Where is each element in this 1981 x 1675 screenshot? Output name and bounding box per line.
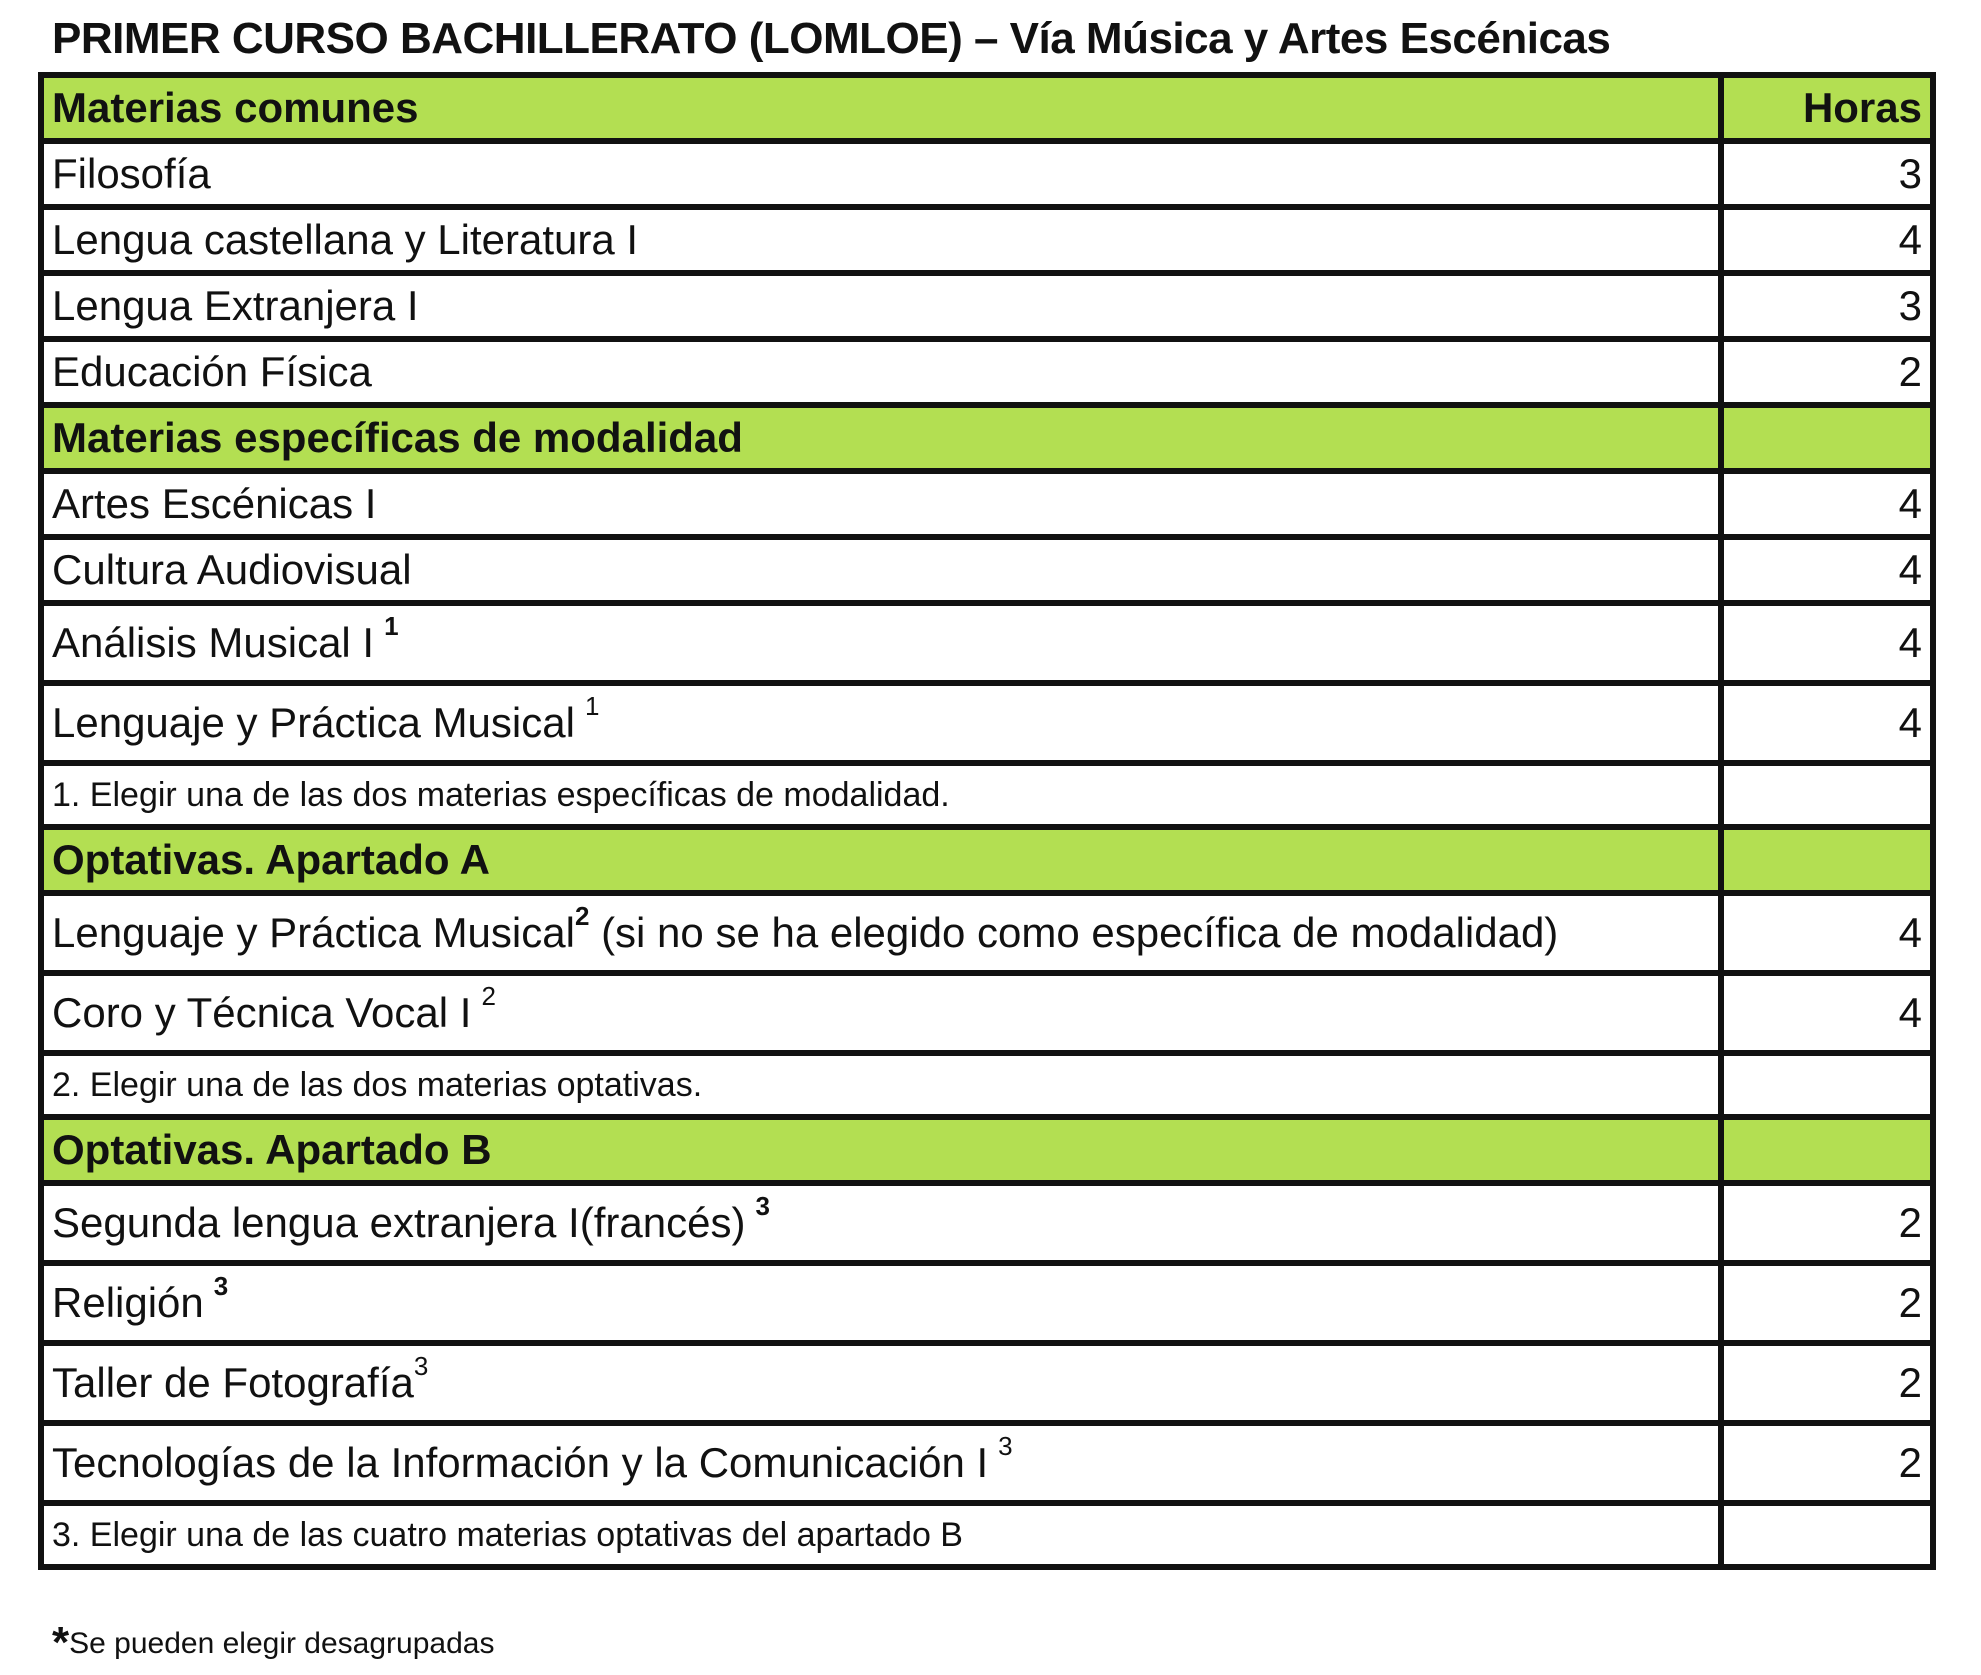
subject-cell (41, 1183, 1721, 1263)
hours-cell: 4 (1721, 973, 1933, 1053)
hours-cell: 2 (1721, 1263, 1933, 1343)
hours-cell-empty (1721, 827, 1933, 893)
section-header-optativas-a (41, 827, 1933, 893)
table-row (41, 973, 1933, 1053)
note-text: 3. Elegir una de las cuatro materias optativas del apartado B (41, 1503, 1721, 1567)
table-row (41, 471, 1933, 537)
section-header-especificas-modalidad (41, 405, 1933, 471)
subject-name: Lengua castellana y Literatura I (52, 216, 639, 263)
subject-cell (41, 973, 1721, 1053)
subject-name: Artes Escénicas I (52, 480, 377, 527)
footnote-marker: 3 (413, 1351, 429, 1381)
hours-cell: 4 (1721, 471, 1933, 537)
footnote-text: Se pueden elegir desagrupadas (69, 1627, 495, 1660)
table-row (41, 1263, 1933, 1343)
table-row (41, 273, 1933, 339)
note-text: 2. Elegir una de las dos materias optativas. (41, 1053, 1721, 1117)
subject-name: Lengua Extranjera I (52, 282, 419, 329)
subject-name: Educación Física (52, 348, 372, 395)
table-row (41, 1423, 1933, 1503)
subjects-table (38, 72, 1936, 1570)
section-note (41, 1053, 1933, 1117)
table-row (41, 893, 1933, 973)
footnote-marker: 3 (998, 1431, 1013, 1461)
hours-cell: 2 (1721, 1183, 1933, 1263)
hours-cell: 4 (1721, 537, 1933, 603)
table-row (41, 603, 1933, 683)
subject-cell (41, 471, 1721, 537)
section-header-optativas-b (41, 1117, 1933, 1183)
footnote-marker: 1 (584, 691, 600, 721)
section-header-label: Materias específicas de modalidad (41, 405, 1721, 471)
table-row (41, 683, 1933, 763)
subject-cell (41, 683, 1721, 763)
subject-cell (41, 1423, 1721, 1503)
subject-suffix: (si no se ha elegido como específica de modalidad) (589, 909, 1559, 956)
subject-cell (41, 141, 1721, 207)
page-title: PRIMER CURSO BACHILLERATO (LOMLOE) – Vía Música y Artes Escénicas (52, 14, 1611, 63)
subject-cell (41, 1263, 1721, 1343)
page-footnote (52, 1618, 494, 1668)
subject-name: Lenguaje y Práctica Musical (52, 699, 575, 746)
hours-cell: 2 (1721, 1423, 1933, 1503)
subject-cell (41, 207, 1721, 273)
asterisk-symbol: * (52, 1618, 70, 1667)
table-row (41, 537, 1933, 603)
subject-cell (41, 603, 1721, 683)
subject-cell (41, 537, 1721, 603)
hours-cell: 4 (1721, 683, 1933, 763)
footnote-marker: 3 (213, 1271, 229, 1301)
footnote-marker: 3 (755, 1191, 770, 1221)
hours-column-header: Horas (1721, 75, 1933, 141)
section-note (41, 1503, 1933, 1567)
subject-name: Coro y Técnica Vocal I (52, 989, 472, 1036)
table-row (41, 339, 1933, 405)
table-row (41, 1183, 1933, 1263)
subject-name: Filosofía (52, 150, 211, 197)
section-header-label: Optativas. Apartado A (41, 827, 1721, 893)
subject-cell (41, 893, 1721, 973)
subject-cell (41, 273, 1721, 339)
note-text: 1. Elegir una de las dos materias específicas de modalidad. (41, 763, 1721, 827)
hours-cell-empty (1721, 1117, 1933, 1183)
hours-cell: 3 (1721, 141, 1933, 207)
hours-cell-empty (1721, 763, 1933, 827)
table-row (41, 141, 1933, 207)
hours-cell: 4 (1721, 207, 1933, 273)
table-row (41, 207, 1933, 273)
table-row (41, 1343, 1933, 1423)
subject-name: Lenguaje y Práctica Musical (52, 909, 575, 956)
footnote-marker: 2 (574, 901, 590, 931)
hours-cell: 4 (1721, 893, 1933, 973)
hours-cell: 2 (1721, 1343, 1933, 1423)
section-header-label: Optativas. Apartado B (41, 1117, 1721, 1183)
subject-name: Taller de Fotografía (52, 1359, 414, 1406)
subject-name: Religión (52, 1279, 204, 1326)
section-note (41, 763, 1933, 827)
section-header-label: Materias comunes (41, 75, 1721, 141)
hours-cell-empty (1721, 1053, 1933, 1117)
section-header-materias-comunes (41, 75, 1933, 141)
hours-cell: 4 (1721, 603, 1933, 683)
hours-cell: 2 (1721, 339, 1933, 405)
subject-name: Segunda lengua extranjera I(francés) (52, 1199, 746, 1246)
subject-name: Cultura Audiovisual (52, 546, 412, 593)
subject-name: Tecnologías de la Información y la Comunicación I (52, 1439, 989, 1486)
hours-cell-empty (1721, 1503, 1933, 1567)
subject-cell (41, 1343, 1721, 1423)
hours-cell-empty (1721, 405, 1933, 471)
footnote-marker: 1 (384, 611, 399, 641)
hours-cell: 3 (1721, 273, 1933, 339)
subject-name: Análisis Musical I (52, 619, 375, 666)
subject-cell (41, 339, 1721, 405)
footnote-marker: 2 (481, 981, 496, 1011)
